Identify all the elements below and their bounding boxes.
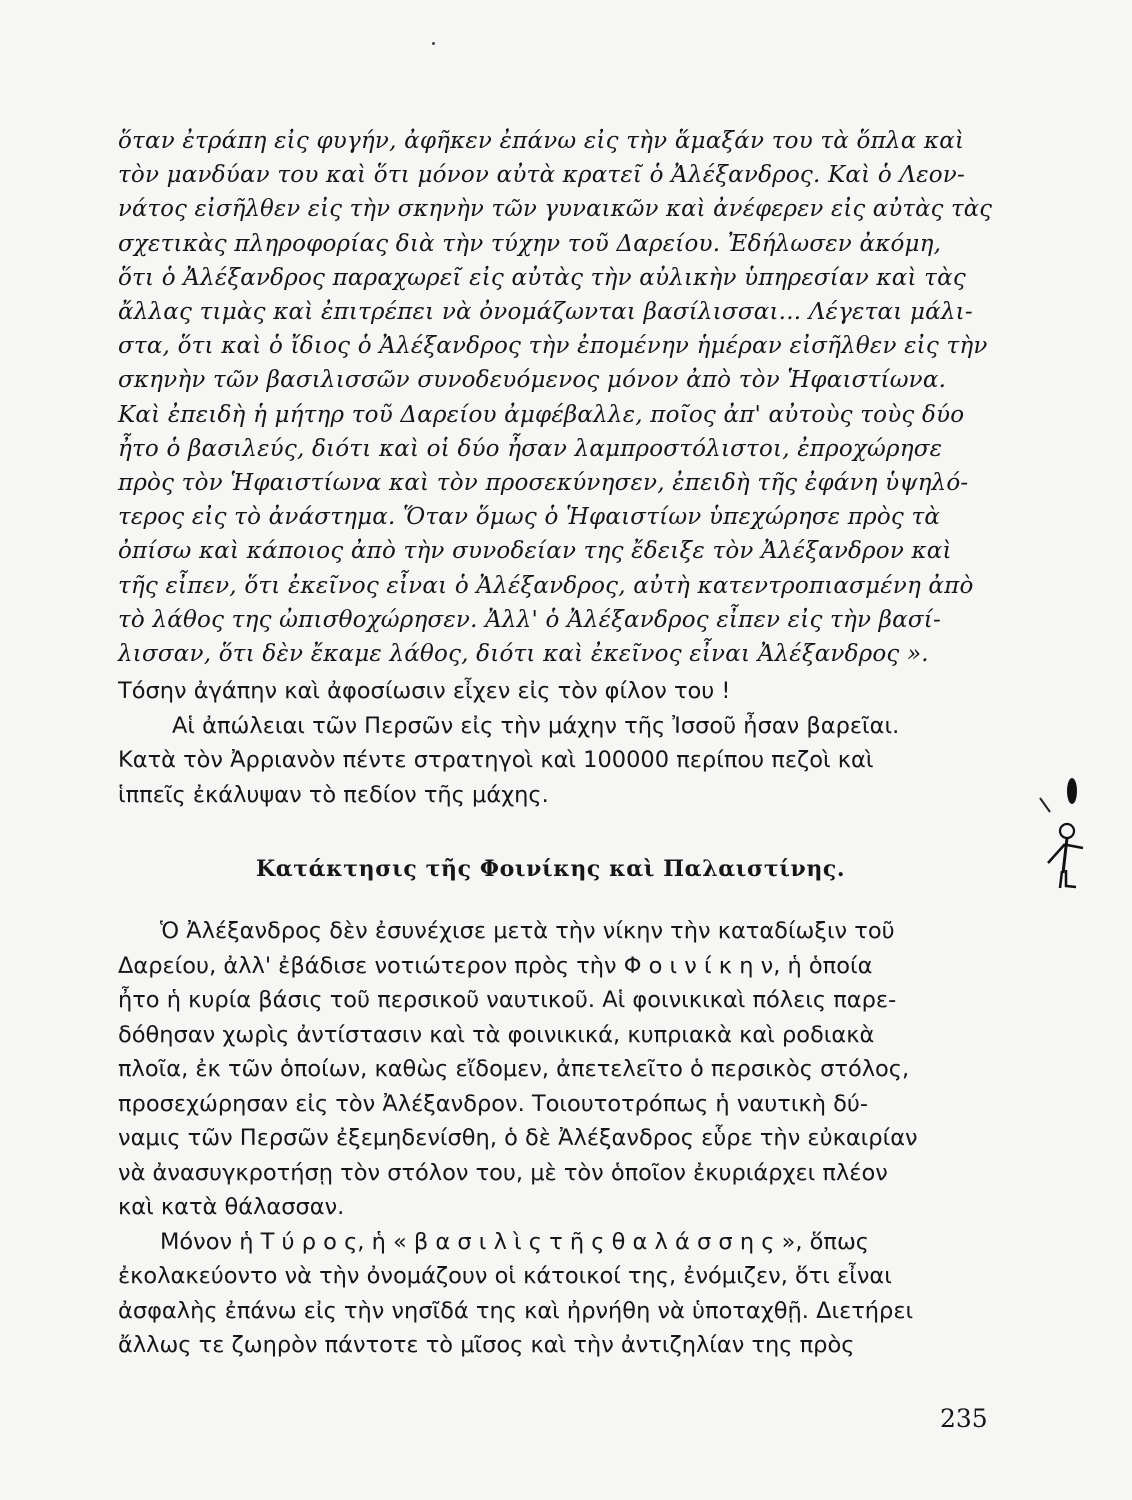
text-line: τὸ λάθος της ὠπισθοχώρησεν. Ἀλλ' ὁ Ἀλέξανδρος εἶπεν εἰς τὴν βασί- xyxy=(118,606,941,633)
text-line: ἦτο ἡ κυρία βάσις τοῦ περσικοῦ ναυτικοῦ. Αἱ φοινικικαὶ πόλεις παρε- xyxy=(118,987,897,1013)
text-line: τὸν μανδύαν του καὶ ὅτι μόνον αὐτὰ κρατεῖ ὁ Ἀλέξανδρος. Καὶ ὁ Λεον- xyxy=(118,162,965,189)
text-line: ὀπίσω καὶ κάποιος ἀπὸ τὴν συνοδείαν της ἔδειξε τὸν Ἀλέξανδρον καὶ xyxy=(118,538,952,565)
text-line: σχετικὰς πληροφορίας διὰ τὴν τύχην τοῦ Δαρείου. Ἐδήλωσεν ἀκόμη, xyxy=(118,230,942,257)
text-line: νάτος εἰσῆλθεν εἰς τὴν σκηνὴν τῶν γυναικῶν καὶ ἀνέφερεν εἰς αὐτὰς τὰς xyxy=(118,196,993,223)
text-line: Μόνον ἡ Τ ύ ρ ο ς, ἡ « β α σ ι λ ὶ ς τ ῆ ς θ α λ ά σ σ η ς », ὅπως xyxy=(160,1228,870,1255)
text-line: ναμις τῶν Περσῶν ἐξεμηδενίσθη, ὁ δὲ Ἀλέξανδρος εὗρε τὴν εὐκαιρίαν xyxy=(118,1125,918,1151)
text-line: Καὶ ἐπειδὴ ἡ μήτηρ τοῦ Δαρείου ἀμφέβαλλε, ποῖος ἀπ' αὐτοὺς τοὺς δύο xyxy=(118,401,965,428)
text-line: ἦτο ὁ βασιλεύς, διότι καὶ οἱ δύο ἦσαν λαμπροστόλιστοι, ἐπροχώρησε xyxy=(118,435,943,462)
text-line: δόθησαν χωρὶς ἀντίστασιν καὶ τὰ φοινικικά, κυπριακὰ καὶ ροδιακὰ xyxy=(118,1021,875,1048)
text-line: σκηνὴν τῶν βασιλισσῶν συνοδευόμενος μόνον ἀπὸ τὸν Ἡφαιστίωνα. xyxy=(118,367,947,394)
text-line: προσεχώρησαν εἰς τὸν Ἀλέξανδρον. Τοιουτοτρόπως ἡ ναυτικὴ δύ- xyxy=(118,1090,869,1117)
text-line: ἐκολακεύοντο νὰ τὴν ὀνομάζουν οἱ κάτοικοί της, ἐνόμιζεν, ὅτι εἶναι xyxy=(118,1263,892,1289)
text-line: τῆς εἶπεν, ὅτι ἐκεῖνος εἶναι ὁ Ἀλέξανδρος, αὐτὴ κατεντροπιασμένη ἀπὸ xyxy=(118,572,974,599)
text-line: ὅταν ἐτράπη εἰς φυγήν, ἀφῆκεν ἐπάνω εἰς τὴν ἅμαξάν του τὰ ὅπλα καὶ xyxy=(118,128,965,154)
text-line: ὅτι ὁ Ἀλέξανδρος παραχωρεῖ εἰς αὐτὰς τὴν αὐλικὴν ὑπηρεσίαν καὶ τὰς xyxy=(118,264,966,291)
text-line: πλοῖα, ἐκ τῶν ὁποίων, καθὼς εἴδομεν, ἀπετελεῖτο ὁ περσικὸς στόλος, xyxy=(118,1056,910,1082)
text-line: ἄλλας τιμὰς καὶ ἐπιτρέπει νὰ ὀνομάζωνται βασίλισσαι... Λέγεται μάλι- xyxy=(118,299,973,325)
text-line: τερος εἰς τὸ ἀνάστημα. Ὅταν ὅμως ὁ Ἡφαιστίων ὑπεχώρησε πρὸς τὰ xyxy=(118,504,941,531)
text-line: ἀσφαλὴς ἐπάνω εἰς τὴν νησῖδά της καὶ ἠρνήθη νὰ ὑποταχθῇ. Διετήρει xyxy=(118,1297,914,1324)
margin-stick-figure-doodle xyxy=(1036,770,1096,900)
page-number: 235 xyxy=(940,1404,988,1433)
section-heading: Κατάκτησις τῆς Φοινίκης καὶ Παλαιστίνης. xyxy=(256,856,846,882)
text-line: Κατὰ τὸν Ἀρριανὸν πέντε στρατηγοὶ καὶ 100000 περίπου πεζοὶ καὶ xyxy=(118,747,874,773)
text-line: Ὁ Ἀλέξανδρος δὲν ἐσυνέχισε μετὰ τὴν νίκην τὴν καταδίωξιν τοῦ xyxy=(160,918,895,944)
text-line: Δαρείου, ἀλλ' ἐβάδισε νοτιώτερον πρὸς τὴν Φ ο ι ν ί κ η ν, ἡ ὁποία xyxy=(118,952,873,979)
scan-speck xyxy=(432,42,435,45)
text-line: πρὸς τὸν Ἡφαιστίωνα καὶ τὸν προσεκύνησεν, ἐπειδὴ τῆς ἐφάνη ὑψηλό- xyxy=(118,470,969,496)
text-line: Τόσην ἀγάπην καὶ ἀφοσίωσιν εἶχεν εἰς τὸν φίλον του ! xyxy=(118,678,731,704)
text-line: νὰ ἀνασυγκροτήσῃ τὸν στόλον του, μὲ τὸν ὁποῖον ἐκυριάρχει πλέον xyxy=(118,1159,888,1186)
text-line: ἱππεῖς ἐκάλυψαν τὸ πεδίον τῆς μάχης. xyxy=(118,781,549,808)
text-line: Αἱ ἀπώλειαι τῶν Περσῶν εἰς τὴν μάχην τῆς Ἰσσοῦ ἦσαν βαρεῖαι. xyxy=(172,712,900,739)
text-line: ἄλλως τε ζωηρὸν πάντοτε τὸ μῖσος καὶ τὴν ἀντιζηλίαν της πρὸς xyxy=(118,1332,855,1358)
text-line: στα, ὅτι καὶ ὁ ἴδιος ὁ Ἀλέξανδρος τὴν ἐπομένην ἡμέραν εἰσῆλθεν εἰς τὴν xyxy=(118,333,988,360)
text-line: λισσαν, ὅτι δὲν ἔκαμε λάθος, διότι καὶ ἐκεῖνος εἶναι Ἀλέξανδρος ». xyxy=(118,641,929,667)
text-line: καὶ κατὰ θάλασσαν. xyxy=(118,1194,345,1220)
